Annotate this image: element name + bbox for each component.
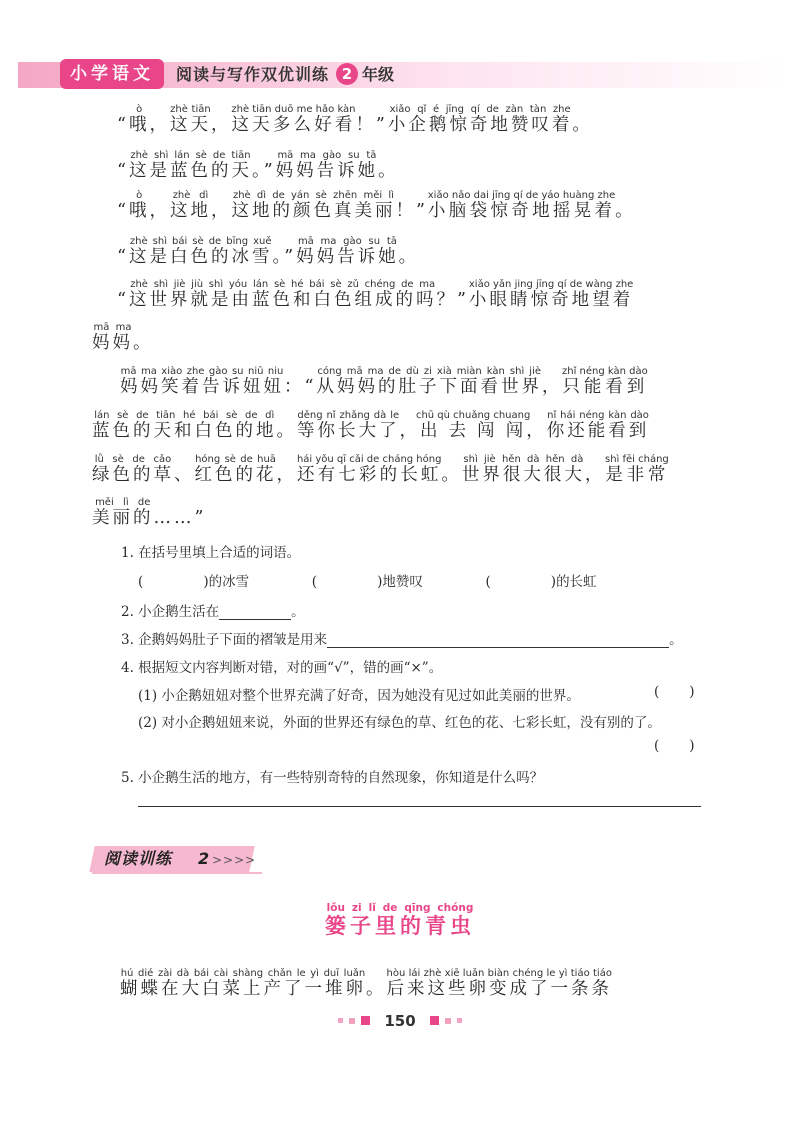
story-line [92, 410, 649, 442]
pinyin: zhè shì lán sè de tiān [128, 150, 252, 161]
story-punct: 。 [378, 161, 399, 181]
story-word: 蓝色的天和白色的地lán sè de tiān hé bái sè de dì [92, 410, 277, 441]
pinyin: chū qù chuǎng chuang [415, 410, 531, 421]
pinyin: xiǎo qǐ é jīng qí de zàn tàn zhe [387, 104, 573, 115]
story-word: 小脑袋惊奇地摇晃着xiǎo nǎo dai jīng qí de yáo huàng zhe [427, 190, 616, 221]
pinyin: mā ma xiào zhe gào su niū niu [120, 366, 284, 377]
story-word: 这地的颜色真美丽zhè dì de yán sè zhēn měi lì [231, 190, 396, 221]
story-title-pinyin: lǒu zi lǐ de qīng chóng [325, 902, 475, 914]
answer-line-q5[interactable] [138, 806, 701, 807]
pinyin: zhǐ néng kàn dào [561, 366, 648, 377]
story-word: 美丽的měi lì de [92, 497, 154, 528]
story-punct: 。 [133, 333, 154, 353]
section-arrows: >>>> [212, 853, 257, 867]
story-line [92, 454, 669, 486]
story-word: 妈妈告诉她mā ma gào su tā [296, 236, 399, 267]
story-line [92, 497, 206, 529]
footer-square [349, 1018, 355, 1024]
story2-word: 蝴蝶在大白菜上产了一堆卵hú dié zài dà bái cài shàng chǎn le yì duī luǎn [120, 968, 366, 999]
story2-word: 后来这些卵变成了一条条hòu lái zhè xiē luǎn biàn chéng le yì tiáo tiáo [386, 968, 612, 999]
pinyin: xiǎo yǎn jing jīng qí de wàng zhe [468, 279, 634, 290]
judge-paren-4-2[interactable]: ( ) [654, 738, 695, 754]
question-4: 4. 根据短文内容判断对错，对的画“√”，错的画“×”。 [121, 660, 443, 676]
story-line [117, 190, 636, 222]
grade-label: 年级 [362, 65, 395, 84]
story-word: 红色的花hóng sè de huā [194, 454, 277, 485]
story-line [117, 279, 633, 311]
page-header [0, 58, 800, 92]
story-word: 这天zhè tiān [169, 104, 211, 135]
story-punct: ：“ [284, 377, 317, 397]
pinyin: hú dié zài dà bái cài shàng chǎn le yì duī luǎn [120, 968, 366, 979]
story-punct: “ [117, 247, 129, 267]
pinyin: shì jiè hěn dà hěn dà [461, 454, 585, 465]
story-word: 这天多么好看zhè tiān duō me hǎo kàn [231, 104, 356, 135]
story-punct: ， [210, 201, 232, 221]
pinyin: mā ma [92, 322, 133, 333]
story-line [120, 366, 648, 398]
story-word: 哦ò [128, 104, 150, 135]
pinyin: zhè shì bái sè de bīng xuě [128, 236, 273, 247]
footer-square [361, 1016, 370, 1025]
story-word: 你还能看到nǐ hái néng kàn dào [546, 410, 650, 441]
section-label: 阅读训练 [104, 849, 173, 868]
story-punct: ， [584, 465, 606, 485]
story-punct: 。 [441, 465, 462, 485]
section-number: 2 [198, 849, 210, 868]
story-punct: ， [149, 115, 170, 135]
story-word: 这是白色的冰雪zhè shì bái sè de bīng xuě [128, 236, 273, 267]
story-punct: “ [117, 201, 129, 221]
pinyin: hái yǒu qī cǎi de cháng hóng [296, 454, 442, 465]
question-5: 5. 小企鹅生活的地方，有一些特别奇特的自然现象，你知道是什么吗？ [121, 770, 544, 786]
story-word: 这是蓝色的天zhè shì lán sè de tiān [128, 150, 252, 181]
story-word: 只能看到zhǐ néng kàn dào [561, 366, 648, 397]
book-title: 阅读与写作双优训练 [176, 65, 330, 84]
question-3: 3. 企鹅妈妈肚子下面的褶皱是用来 。 [121, 632, 683, 648]
story-word: 世界很大很大shì jiè hěn dà hěn dà [461, 454, 585, 485]
story-word: 绿色的草lǜ sè de cǎo [92, 454, 174, 485]
story-line [117, 104, 593, 136]
story-punct: ！” [355, 115, 388, 135]
story-word: 妈妈告诉她mā ma gào su tā [275, 150, 379, 181]
story2-punct: 。 [366, 979, 387, 999]
story-punct: 。” [272, 247, 297, 267]
pinyin: zhè tiān duō me hǎo kàn [231, 104, 356, 115]
story-punct: ， [399, 421, 420, 441]
footer-square [445, 1018, 451, 1024]
answer-blank-q3[interactable] [327, 633, 669, 648]
story-word: 这世界就是由蓝色和白色组成的吗zhè shì jiè jiù shì yóu lán sè hé bái sè zǔ chéng de ma [128, 279, 437, 310]
pinyin: zhè shì jiè jiù shì yóu lán sè hé bái sè zǔ chéng de ma [128, 279, 437, 290]
page-number: 150 [384, 1011, 416, 1030]
story-word: 小企鹅惊奇地赞叹着xiǎo qǐ é jīng qí de zàn tàn zhe [387, 104, 573, 135]
story-punct: ！” [395, 201, 428, 221]
footer-square [457, 1018, 462, 1023]
story-line [117, 236, 419, 268]
question-4-1: (1) 小企鹅妞妞对整个世界充满了好奇，因为她没有见过如此美丽的世界。 [138, 688, 580, 704]
story-word: 是非常shì fēi cháng [605, 454, 669, 485]
answer-blank-q2[interactable] [219, 605, 291, 620]
story-word: 妈妈笑着告诉妞妞mā ma xiào zhe gào su niū niu [120, 366, 284, 397]
story-punct: ？” [436, 290, 469, 310]
story-punct: 。” [251, 161, 276, 181]
story-word: 哦ò [128, 190, 150, 221]
pinyin: zhè dì [169, 190, 211, 201]
pinyin: mā ma gào su tā [296, 236, 399, 247]
story-punct: “ [117, 161, 129, 181]
blank-paren-1[interactable]: ( ) [138, 574, 209, 590]
story-title [0, 903, 800, 940]
story-line [92, 322, 154, 354]
story-word: 从妈妈的肚子下面看世界cóng mā ma de dù zi xià miàn kàn shì jiè [316, 366, 542, 397]
story2-line [120, 968, 612, 1000]
story-word: 小眼睛惊奇地望着xiǎo yǎn jing jīng qí de wàng zhe [468, 279, 634, 310]
pinyin: měi lì de [92, 497, 154, 508]
pinyin: ò [128, 104, 150, 115]
pinyin: lán sè de tiān hé bái sè de dì [92, 410, 277, 421]
story-word: 出去闯闯chū qù chuǎng chuang [415, 410, 531, 441]
question-1-items: ( )的冰雪 ( )地赞叹 ( )的长虹 [138, 574, 597, 590]
pinyin: děng nǐ zhǎng dà le [297, 410, 400, 421]
story-punct: ……” [153, 508, 207, 528]
story-punct: 、 [174, 465, 195, 485]
page-footer [0, 1010, 800, 1030]
story-line [117, 150, 399, 182]
footer-square [430, 1016, 439, 1025]
pinyin: ò [128, 190, 150, 201]
story-title-text: 篓子里的青虫 [325, 914, 475, 938]
story-punct: ， [276, 465, 297, 485]
story-punct: ， [526, 421, 547, 441]
pinyin: mā ma gào su tā [275, 150, 379, 161]
pinyin: nǐ hái néng kàn dào [546, 410, 650, 421]
question-2: 2. 小企鹅生活在 。 [121, 604, 305, 620]
judge-paren-4-1[interactable]: ( ) [654, 684, 695, 700]
story-punct: ， [541, 377, 563, 397]
blank-paren-2[interactable]: ( ) [311, 574, 383, 590]
story-punct: 。 [276, 421, 297, 441]
story-punct: 。 [615, 201, 636, 221]
question-1: 1. 在括号里填上合适的词语。 [121, 545, 301, 561]
story-word: 妈妈mā ma [92, 322, 133, 353]
pinyin: cóng mā ma de dù zi xià miàn kàn shì jiè [316, 366, 542, 377]
story-punct: 。 [398, 247, 420, 267]
story-word: 等你长大了děng nǐ zhǎng dà le [297, 410, 400, 441]
story-punct: ， [210, 115, 232, 135]
pinyin: zhè dì de yán sè zhēn měi lì [231, 190, 396, 201]
pinyin: hòu lái zhè xiē luǎn biàn chéng le yì tiáo tiáo [386, 968, 612, 979]
story-word: 这地zhè dì [169, 190, 211, 221]
question-4-2: (2) 对小企鹅妞妞来说，外面的世界还有绿色的草、红色的花、七彩长虹，没有别的了。 [138, 715, 661, 731]
subject-label: 小学语文 [60, 59, 164, 89]
pinyin: hóng sè de huā [194, 454, 277, 465]
story-punct: “ [117, 290, 129, 310]
grade-number-badge: 2 [336, 63, 358, 85]
story-word: 还有七彩的长虹hái yǒu qī cǎi de cháng hóng [296, 454, 442, 485]
blank-paren-3[interactable]: ( ) [485, 574, 557, 590]
section-rule [92, 872, 262, 874]
pinyin: xiǎo nǎo dai jīng qí de yáo huàng zhe [427, 190, 616, 201]
story-punct: 。 [572, 115, 593, 135]
story-punct: “ [117, 115, 129, 135]
pinyin: lǜ sè de cǎo [92, 454, 174, 465]
pinyin: zhè tiān [169, 104, 211, 115]
story-punct: ， [149, 201, 170, 221]
pinyin: shì fēi cháng [605, 454, 669, 465]
footer-square [338, 1018, 343, 1023]
